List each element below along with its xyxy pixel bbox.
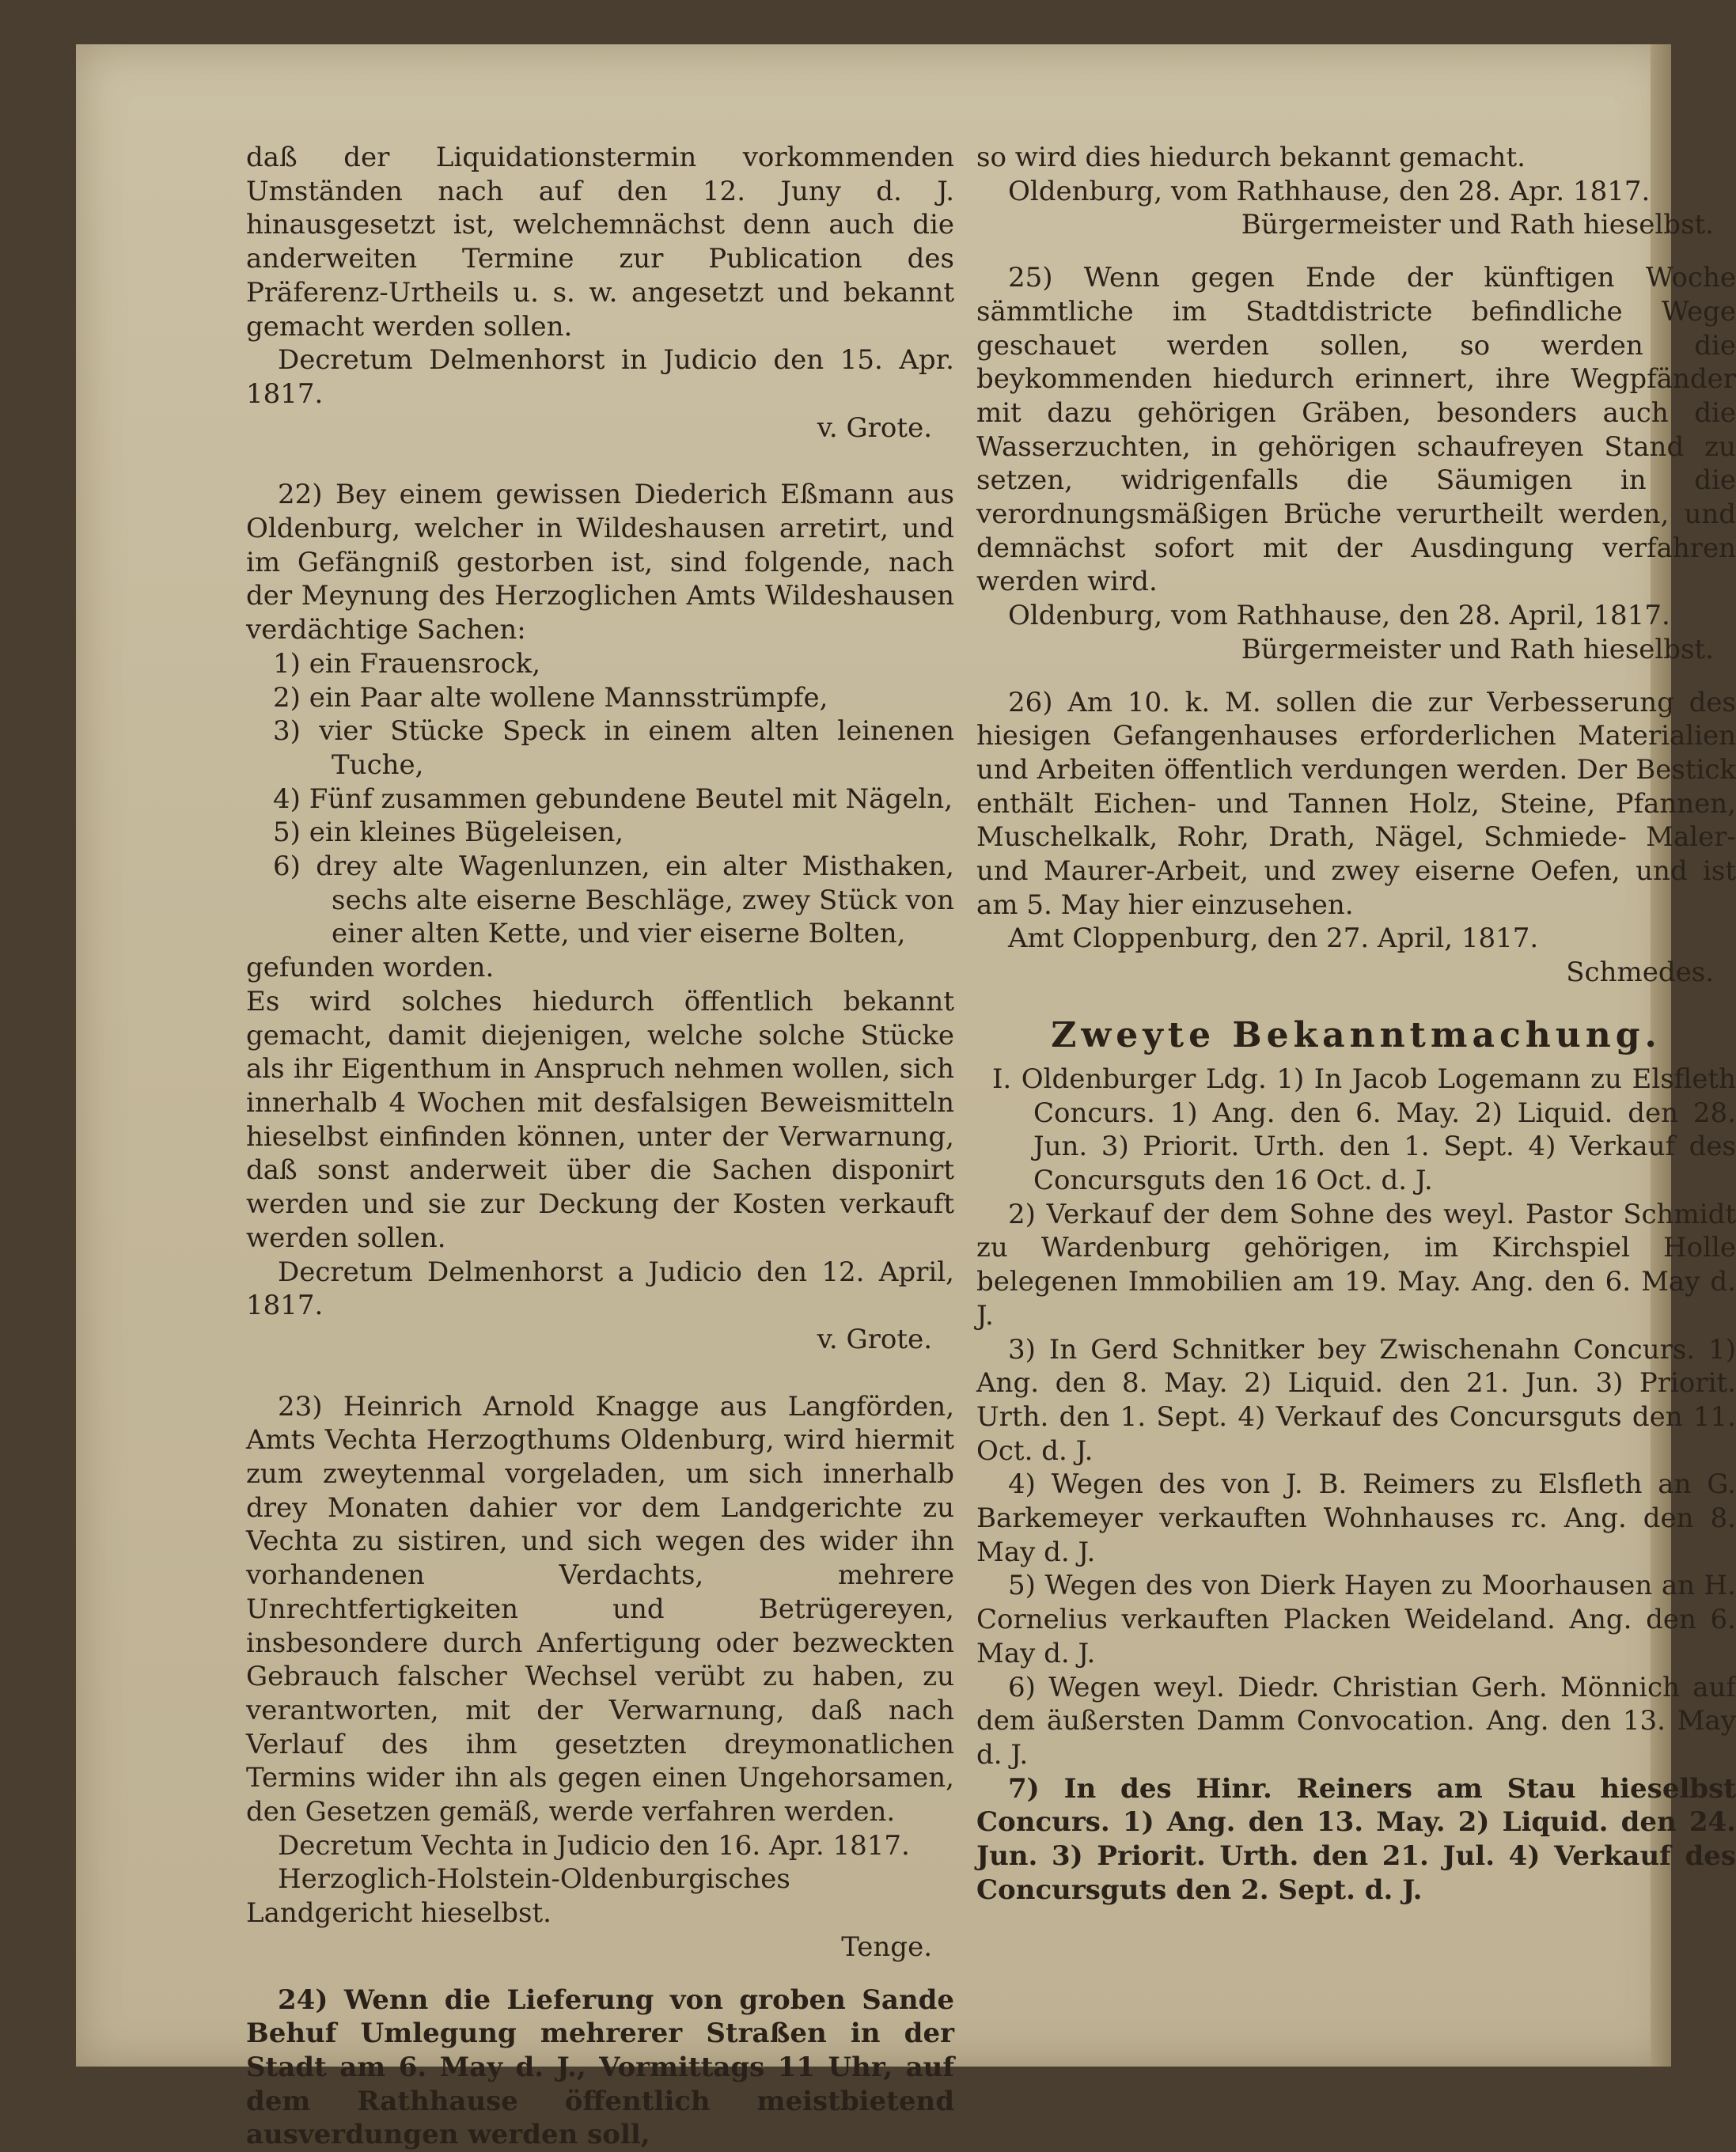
notice-22-body: Es wird solches hiedurch öffentlich bekannt gemacht, damit diejenigen, welche solche Stücke als ihr Eigenthum in Anspruch nehmen wollen, sich innerhalb 4 Wochen mit desfalsigen Beweismitteln hieselbst einfinden können, unter der Verwarnung, daß sonst anderweit über die Sachen disponirt werden und sie zur Deckung der Kosten verkauft werden sollen.	[246, 985, 954, 1254]
notice-22-item: 4) Fünf zusammen gebundene Beutel mit Nägeln,	[273, 782, 953, 815]
notice-26-body: 26) Am 10. k. M. sollen die zur Verbesserung des hiesigen Gefangenhauses erforderlichen Materialien und Arbeiten öffentlich verdungen werden. Der Bestick enthält Eichen- und Tannen Holz, Steine, Pfannen, Muschelkalk, Rohr, Drath, Nägel, Schmiede- Maler- und Maurer-Arbeit, und zwey eiserne Oefen, und ist am 5. May hier einzusehen.	[976, 686, 1736, 921]
right-text-column	[976, 141, 1736, 1907]
section-heading: Zweyte Bekanntmachung.	[1051, 1014, 1662, 1055]
notice-23-court: Herzoglich-Holstein-Oldenburgisches Landgericht hieselbst.	[246, 1863, 790, 1930]
announcement-entry: 5) Wegen des von Dierk Hayen zu Moorhausen an H. Cornelius verkauften Placken Weideland. Ang. den 6. May d. J.	[976, 1570, 1736, 1669]
notice-22-item: 1) ein Frauensrock,	[273, 647, 541, 680]
notice-22-item: 2) ein Paar alte wollene Mannsstrümpfe,	[273, 681, 828, 714]
notice-26-date: Amt Cloppenburg, den 27. April, 1817.	[1008, 923, 1539, 955]
notice-25-signature: Bürgermeister und Rath hieselbst.	[1241, 633, 1714, 665]
notice-21-signature: v. Grote.	[817, 411, 932, 444]
notice-23-body: 23) Heinrich Arnold Knagge aus Langförden, Amts Vechta Herzogthums Oldenburg, wird hiermit zum zweytenmal vorgeladen, um sich innerhalb drey Monaten dahier vor dem Landgerichte zu Vechta zu sistiren, und sich wegen des wider ihn vorhandenen Verdachts, mehrere Unrechtfertigkeiten und Betrügereyen, insbesondere durch Anfertigung oder bezweckten Gebrauch falscher Wechsel verübt zu haben, zu verantworten, mit der Verwarnung, daß nach Verlauf des ihm gesetzten dreymonatlichen Termins wider ihn als gegen einen Ungehorsamen, den Gesetzen gemäß, werde verfahren werden.	[246, 1390, 954, 1828]
notice-22-intro: 22) Bey einem gewissen Diederich Eßmann aus Oldenburg, welcher in Wildeshausen arretirt, und im Gefängniß gestorben ist, sind folgende, nach der Meynung des Herzoglichen Amts Wildeshausen verdächtige Sachen:	[246, 479, 954, 646]
notice-24-signature: Bürgermeister und Rath hieselbst.	[1241, 209, 1714, 241]
notice-22-item: 3) vier Stücke Speck in einem alten leinenen Tuche,	[273, 715, 954, 781]
notice-21-decree-date: Decretum Delmenhorst in Judicio den 15. Apr. 1817.	[246, 344, 954, 410]
notice-22-item: 6) drey alte Wagenlunzen, ein alter Misthaken, sechs alte eiserne Beschläge, zwey Stück von einer alten Kette, und vier eiserne Bolten,	[273, 851, 954, 950]
announcement-entry: 2) Verkauf der dem Sohne des weyl. Pastor Schmidt zu Wardenburg gehörigen, im Kirchspiel Holle belegenen Immobilien am 19. May. Ang. den 6. May d. J.	[976, 1198, 1736, 1332]
notice-22-item: 5) ein kleines Bügeleisen,	[273, 816, 624, 849]
notice-22-decree-date: Decretum Delmenhorst a Judicio den 12. April, 1817.	[246, 1256, 954, 1322]
announcement-entry: I. Oldenburger Ldg. 1) In Jacob Logemann zu Elsfleth Concurs. 1) Ang. den 6. May. 2) Liquid. den 28. Jun. 3) Priorit. Urth. den 1. Sept. 4) Verkauf des Concursguts den 16 Oct. d. J.	[992, 1063, 1736, 1196]
scanned-page	[76, 44, 1736, 2151]
announcement-entry: 4) Wegen des von J. B. Reimers zu Elsfleth an G. Barkemeyer verkauften Wohnhauses rc. Ang. den 8. May d. J.	[976, 1468, 1736, 1568]
notice-25-date: Oldenburg, vom Rathhause, den 28. April, 1817.	[1008, 600, 1670, 632]
notice-26-signature: Schmedes.	[1566, 957, 1714, 989]
notice-21-continuation: daß der Liquidationstermin vorkommenden Umständen nach auf den 12. Juny d. J. hinausgesetzt ist, welchemnächst denn auch die anderweiten Termine zur Publication des Präferenz-Urtheils u. s. w. angesetzt und bekannt gemacht werden sollen.	[246, 142, 954, 343]
announcement-entry: 3) In Gerd Schnitker bey Zwischenahn Concurs. 1) Ang. den 8. May. 2) Liquid. den 21. Jun. 3) Priorit. Urth. den 1. Sept. 4) Verkauf des Concursguts den 11. Oct. d. J.	[976, 1333, 1736, 1467]
notice-23-decree-date: Decretum Vechta in Judicio den 16. Apr. 1817.	[278, 1829, 910, 1862]
notice-22-signature: v. Grote.	[817, 1323, 932, 1355]
notice-24-date: Oldenburg, vom Rathhause, den 28. Apr. 1817.	[1008, 175, 1651, 207]
notice-22-found: gefunden worden.	[246, 952, 495, 984]
announcement-entry: 6) Wegen weyl. Diedr. Christian Gerh. Mönnich auf dem äußersten Damm Convocation. Ang. den 13. May d. J.	[976, 1671, 1736, 1771]
left-text-column	[246, 141, 954, 2152]
notice-24-continuation: so wird dies hiedurch bekannt gemacht.	[976, 142, 1526, 173]
announcement-entry: 7) In des Hinr. Reiners am Stau hieselbst Concurs. 1) Ang. den 13. May. 2) Liquid. den 24. Jun. 3) Priorit. Urth. den 21. Jul. 4) Verkauf des Concursguts den 2. Sept. d. J.	[976, 1772, 1736, 1906]
notice-25-body: 25) Wenn gegen Ende der künftigen Woche sämmtliche im Stadtdistricte befindliche Wege geschauet werden sollen, so werden die beykommenden hiedurch erinnert, ihre Wegpfänder mit dazu gehörigen Gräben, besonders auch die Wasserzuchten, in gehörigen schaufreyen Stand zu setzen, widrigenfalls die Säumigen in die verordnungsmäßigen Brüche verurtheilt werden, und demnächst sofort mit der Ausdingung verfahren werden wird.	[976, 262, 1736, 598]
notice-23-signature: Tenge.	[841, 1930, 932, 1963]
notice-24-body: 24) Wenn die Lieferung von groben Sande Behuf Umlegung mehrerer Straßen in der Stadt am 6. May d. J., Vormittags 11 Uhr, auf dem Rathhause öffentlich meistbietend ausverdungen werden soll,	[246, 1983, 954, 2151]
